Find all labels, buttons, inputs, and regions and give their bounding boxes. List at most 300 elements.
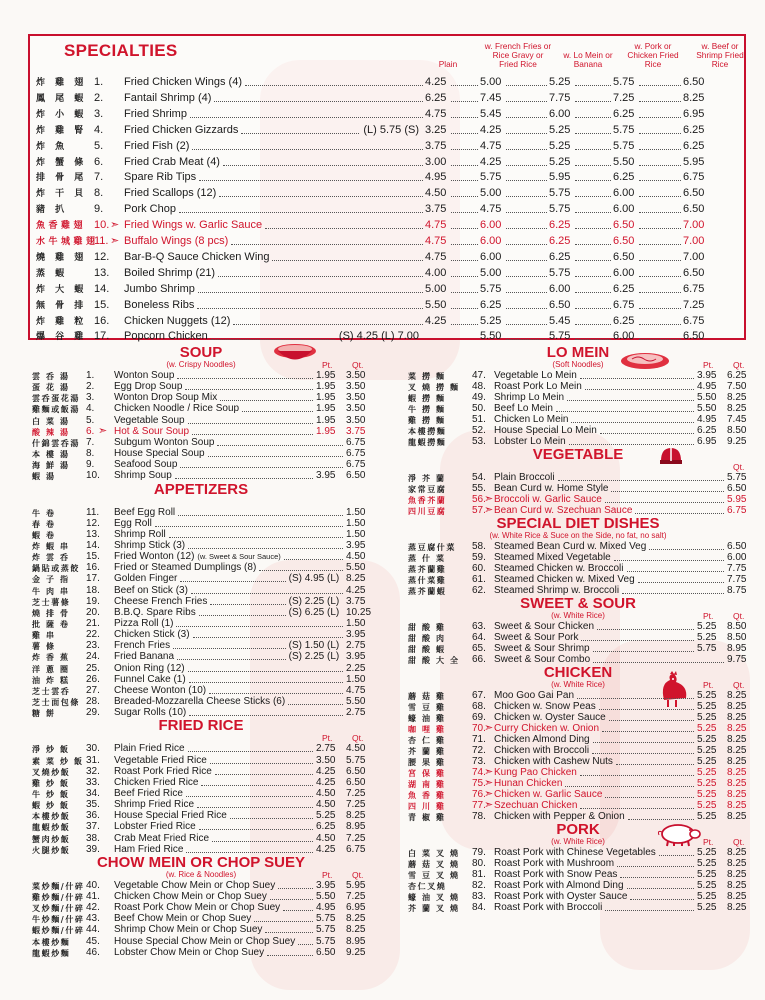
chili-icon: ➣: [484, 799, 494, 811]
item-pint-price: 5.50: [316, 891, 336, 902]
dot-leader: [580, 775, 694, 776]
item-pint-price: 3.95: [316, 879, 336, 891]
item-quart-price: 1.50: [346, 517, 366, 529]
item-price: 5.75: [480, 171, 502, 184]
dot-leader: [599, 709, 694, 710]
item-chinese-name: 蘑 菇 雞: [408, 691, 446, 701]
item-number: 16.: [94, 314, 110, 327]
item-chinese-name: 水牛城雞翅: [36, 237, 99, 247]
menu-item[interactable]: [408, 901, 748, 914]
item-number: 32.: [86, 765, 100, 777]
item-quart-price: 7.75: [727, 563, 747, 574]
section-subtitle: (w. White Rice): [551, 837, 605, 846]
item-name: Chicken Nuggets (12): [124, 314, 231, 327]
item-chinese-name: 白 菜 湯: [32, 415, 70, 426]
dot-leader: [217, 445, 343, 446]
item-number: 11.: [94, 235, 109, 247]
item-quart-price: 8.50: [727, 425, 747, 436]
dot-leader: [506, 101, 547, 102]
item-name: Vegetable Lo Mein: [494, 370, 577, 381]
item-name: Beef Egg Roll: [114, 506, 176, 518]
section-subtitle: (w. White Rice): [551, 680, 605, 689]
item-name: Funnel Cake (1): [114, 673, 186, 685]
item-name: Broccoli w. Garlic Sauce: [494, 494, 602, 505]
dot-leader: [179, 212, 423, 213]
item-name: Chicken with Pepper & Onion: [494, 811, 625, 822]
dot-leader: [639, 165, 681, 166]
dot-leader: [265, 228, 423, 229]
item-chinese-name: 炸 香 蕉: [32, 652, 70, 663]
item-number: 14.: [86, 539, 100, 551]
item-size-prices: (L) 5.75 (S): [363, 123, 419, 136]
item-quart-price: 6.50: [346, 765, 366, 777]
item-chinese-name: 雞 撈 麵: [408, 415, 446, 425]
item-number: 14.: [94, 282, 110, 295]
specialty-item[interactable]: [30, 124, 746, 137]
item-number: 41.: [86, 891, 100, 902]
price-header-pork: w. Pork or Chicken Fried Rice: [627, 41, 679, 69]
item-chinese-name: 淨 炒 飯: [32, 744, 70, 755]
item-chinese-name: 本樓炒飯: [32, 811, 71, 822]
dot-leader: [451, 244, 478, 245]
item-number: 55.: [472, 483, 486, 494]
item-quart-price: 3.95: [346, 651, 366, 663]
item-pint-price: 4.95: [697, 381, 717, 392]
dot-leader: [233, 324, 423, 325]
item-number: 7.: [94, 171, 104, 184]
item-name: Lobster Fried Rice: [114, 821, 196, 833]
item-price: 6.50: [549, 298, 571, 311]
dot-leader: [614, 560, 724, 561]
section-title: SOUP: [179, 344, 223, 361]
item-pint-price: 5.25: [697, 847, 717, 858]
item-chinese-name: 蟹肉炒飯: [32, 833, 71, 844]
item-pint-price: 5.75: [316, 935, 336, 947]
item-name: Shrimp Soup: [114, 470, 172, 482]
item-price: 5.75: [613, 76, 635, 88]
item-price: 4.75: [425, 219, 447, 232]
item-price: 3.00: [425, 155, 447, 168]
item-price: 6.75: [683, 314, 705, 327]
item-name: Chicken w. Garlic Sauce: [494, 789, 603, 800]
item-chinese-name: 炸 雞 翅: [36, 78, 87, 88]
item-price: 6.50: [613, 235, 635, 247]
dot-leader: [638, 582, 724, 583]
item-quart-price: 8.95: [727, 643, 747, 654]
dot-leader: [575, 180, 611, 181]
item-price: 6.00: [613, 266, 635, 279]
item-quart-price: 3.50: [346, 370, 366, 381]
item-name: Hunan Chicken: [494, 778, 563, 789]
item-quart-price: 5.75: [727, 472, 747, 483]
quart-header: Qt.: [352, 360, 364, 370]
item-pint-price: 4.95: [697, 414, 717, 425]
item-pint-price: 5.25: [697, 690, 717, 701]
item-chinese-name: 什錦雲呑湯: [32, 437, 80, 448]
item-pint-price: 2.75: [316, 743, 336, 755]
item-quart-price: 6.00: [727, 552, 747, 563]
menu-item[interactable]: [32, 946, 370, 959]
item-price: 6.00: [613, 187, 635, 200]
item-name: Wonton Soup: [114, 370, 175, 381]
item-pint-price: 3.95: [316, 470, 336, 482]
item-price: 6.75: [683, 171, 705, 184]
specialty-item[interactable]: [30, 108, 746, 121]
item-number: 20.: [86, 606, 100, 618]
specialty-item[interactable]: [30, 171, 746, 184]
chili-icon: ➣: [484, 493, 494, 505]
dot-leader: [580, 808, 694, 809]
item-chinese-name: 龍蝦撈麵: [408, 437, 447, 447]
item-quart-price: 8.25: [727, 403, 747, 414]
item-pint-price: 5.50: [697, 403, 717, 414]
item-quart-price: 6.75: [346, 843, 366, 855]
item-number: 17.: [94, 330, 110, 343]
item-quart-price: 8.50: [727, 621, 747, 632]
item-chinese-name: 春 卷: [32, 518, 56, 529]
item-name: Chicken w. Snow Peas: [494, 701, 596, 712]
dot-leader: [506, 228, 547, 229]
item-pint-price: 5.25: [697, 902, 717, 913]
item-chinese-name: 蘑 菇 叉 燒: [408, 859, 460, 869]
dot-leader: [506, 308, 547, 309]
item-number: 81.: [472, 869, 486, 880]
dot-leader: [451, 324, 478, 325]
item-price: 6.00: [613, 330, 635, 343]
item-name: Shrimp Roll: [114, 528, 166, 540]
item-name: Roast Pork Fried Rice: [114, 765, 212, 777]
item-price: 7.00: [683, 235, 705, 247]
item-number: 22.: [86, 629, 100, 641]
item-chinese-name: 雞 炒 飯: [32, 777, 70, 788]
item-name: Vegetable Soup: [114, 414, 185, 426]
item-quart-price: 6.25: [727, 370, 747, 381]
item-chinese-name: 甜 酸 大 全: [408, 655, 460, 665]
item-price: 6.25: [683, 139, 705, 152]
item-number: 60.: [472, 563, 486, 574]
specialty-item[interactable]: [30, 76, 746, 89]
item-number: 17.: [86, 573, 100, 585]
item-quart-price: 4.25: [346, 584, 366, 596]
item-quart-price: 6.95: [346, 902, 366, 914]
specialty-item[interactable]: [30, 219, 746, 232]
item-name: House Special Chow Mein or Chop Suey: [114, 935, 296, 947]
item-name: Buffalo Wings (8 pcs): [124, 235, 229, 247]
dot-leader: [265, 932, 313, 933]
item-chinese-name: 素 菜 炒 飯: [32, 755, 84, 766]
price-header-fries: w. French Fries or Rice Gravy or Fried Rice: [484, 41, 552, 69]
item-number: 83.: [472, 891, 486, 902]
item-price: 5.75: [549, 266, 571, 279]
item-number: 9.: [86, 459, 95, 471]
dot-leader: [209, 693, 343, 694]
specialty-item[interactable]: [30, 92, 746, 105]
item-chinese-name: 蛋 花 湯: [32, 382, 70, 393]
item-quart-price: 8.25: [727, 858, 747, 869]
item-name: Pork Chop: [124, 203, 176, 216]
dot-leader: [506, 292, 547, 293]
dot-leader: [639, 260, 681, 261]
item-name: Szechuan Chicken: [494, 800, 578, 811]
item-name: Breaded-Mozzarella Cheese Sticks (6): [114, 696, 286, 708]
item-chinese-name: 雪 豆 叉 燒: [408, 870, 460, 880]
item-name: Vegetable Fried Rice: [114, 754, 207, 766]
item-price: 6.25: [549, 250, 571, 263]
item-chinese-name: 牛 炒 飯: [32, 788, 70, 799]
item-chinese-name: 薯 條: [32, 641, 56, 652]
item-pint-price: 6.95: [697, 436, 717, 447]
item-price: 4.75: [425, 250, 447, 263]
item-number: 2.: [94, 91, 104, 104]
item-quart-price: 9.25: [346, 946, 366, 958]
quart-header: Qt.: [733, 611, 745, 621]
item-quart-price: 4.75: [346, 684, 366, 696]
item-size-prices: (S) 4.95 (L): [288, 573, 340, 585]
item-price: 5.25: [549, 76, 571, 88]
item-name: Fried Shrimp: [124, 107, 187, 120]
specialty-item[interactable]: [30, 315, 746, 328]
specialty-item[interactable]: [30, 235, 746, 248]
item-name: Subgum Wonton Soup: [114, 436, 215, 448]
dot-leader: [189, 715, 343, 716]
item-name: Popcorn Chicken: [124, 330, 208, 343]
quart-header: Qt.: [733, 462, 745, 472]
specialty-item[interactable]: [30, 187, 746, 200]
item-quart-price: 5.50: [346, 696, 366, 708]
item-name: Crab Meat Fried Rice: [114, 832, 210, 844]
item-chinese-name: 家常豆腐: [408, 484, 447, 494]
item-number: 6.: [86, 425, 95, 437]
specialty-item[interactable]: [30, 203, 746, 216]
item-chinese-name: 芥 蘭 叉 燒: [408, 903, 460, 913]
dot-leader: [177, 378, 313, 379]
item-number: 21.: [86, 618, 100, 629]
item-pint-price: 5.50: [697, 392, 717, 403]
dot-leader: [581, 640, 694, 641]
item-pint-price: 5.25: [697, 734, 717, 745]
item-price: 7.25: [613, 91, 635, 104]
dot-leader: [199, 829, 313, 830]
item-name: Beef Lo Mein: [494, 403, 553, 414]
section-subtitle: (Soft Noodles): [552, 360, 604, 369]
item-chinese-name: 雞炒麵/什碎: [32, 892, 85, 902]
item-price: 6.50: [683, 76, 705, 88]
specialty-item[interactable]: [30, 251, 746, 264]
item-name: Steamed Chicken w. Mixed Veg: [494, 574, 635, 585]
item-pint-price: 6.50: [316, 946, 336, 958]
item-name: Bean Curd w. Szechuan Sauce: [494, 505, 633, 516]
item-chinese-name: 糖 餅: [32, 708, 56, 719]
item-pint-price: 4.25: [316, 776, 336, 788]
item-number: 44.: [86, 924, 100, 936]
specialty-item[interactable]: [30, 140, 746, 153]
item-price: 4.75: [425, 107, 447, 120]
dot-leader: [267, 955, 313, 956]
item-quart-price: 3.50: [346, 381, 366, 393]
item-number: 50.: [472, 403, 486, 414]
item-name: Wonton Drop Soup Mix: [114, 392, 218, 404]
item-chinese-name: 洋 蔥 圈: [32, 663, 70, 674]
item-name: Sweet & Sour Shrimp: [494, 643, 590, 654]
item-price: 7.25: [683, 298, 705, 311]
item-price: 6.25: [613, 107, 635, 120]
chili-icon: ➣: [484, 777, 494, 789]
dot-leader: [635, 513, 724, 514]
item-number: 67.: [472, 690, 486, 701]
dot-leader: [190, 117, 423, 118]
chili-icon: ➣: [484, 504, 494, 516]
item-number: 3.: [86, 392, 95, 404]
item-number: 51.: [472, 414, 486, 425]
item-pint-price: 4.25: [316, 765, 336, 777]
item-price: 6.25: [549, 235, 571, 247]
dot-leader: [627, 571, 724, 572]
dot-leader: [219, 196, 423, 197]
item-name: Cheese French Fries: [114, 595, 208, 607]
dot-leader: [186, 796, 313, 797]
item-price: 5.95: [683, 155, 705, 168]
item-name: Sweet & Sour Pork: [494, 632, 579, 643]
dot-leader: [186, 852, 313, 853]
item-name: Chicken Stick (3): [114, 629, 190, 641]
specialties-title: SPECIALTIES: [64, 41, 178, 60]
specialty-item[interactable]: [30, 267, 746, 280]
item-price: 5.50: [425, 298, 447, 311]
item-number: 24.: [86, 651, 100, 663]
item-name: Fried or Steamed Dumplings (8): [114, 562, 257, 574]
item-quart-price: 8.75: [727, 585, 747, 596]
dot-leader: [192, 434, 313, 435]
item-pint-price: 5.75: [697, 643, 717, 654]
section-title: CHICKEN: [543, 664, 613, 681]
item-chinese-name: 炸 小 蝦: [36, 109, 87, 120]
item-chinese-name: 炸 干 貝: [36, 189, 87, 200]
item-quart-price: 6.50: [346, 470, 366, 482]
dot-leader: [506, 244, 547, 245]
dot-leader: [451, 212, 478, 213]
item-number: 43.: [86, 913, 100, 925]
dot-leader: [278, 888, 313, 889]
item-number: 30.: [86, 743, 100, 755]
item-name: Beef Chow Mein or Chop Suey: [114, 913, 252, 925]
pint-header: Pt.: [703, 680, 714, 690]
quart-header: Qt.: [352, 733, 364, 744]
chili-icon: ➣: [110, 235, 120, 247]
item-price: 5.25: [549, 123, 571, 136]
item-price: 7.00: [683, 219, 705, 232]
item-pint-price: 5.25: [697, 858, 717, 869]
item-quart-price: 8.25: [727, 723, 747, 734]
item-chinese-name: 杏 仁 雞: [408, 735, 446, 745]
item-chinese-name: 油 炸 糕: [32, 674, 70, 685]
dot-leader: [189, 682, 343, 683]
item-name: Chicken w. Oyster Sauce: [494, 712, 606, 723]
item-name: Jumbo Shrimp: [124, 282, 195, 295]
pint-header: Pt.: [703, 837, 714, 847]
item-number: 82.: [472, 880, 486, 891]
item-number: 34.: [86, 787, 100, 799]
dot-leader: [284, 559, 343, 560]
specialty-item[interactable]: [30, 283, 746, 296]
dot-leader: [185, 389, 313, 390]
item-price: 7.45: [480, 91, 502, 104]
item-pint-price: 1.95: [316, 370, 336, 381]
item-name: Moo Goo Gai Pan: [494, 690, 575, 701]
item-number: 49.: [472, 392, 486, 403]
item-price: 6.50: [613, 219, 635, 232]
item-number: 26.: [86, 673, 100, 685]
item-name: Chicken with Broccoli: [494, 745, 590, 756]
specialty-item[interactable]: [30, 156, 746, 169]
item-chinese-name: 本樓撈麵: [408, 426, 447, 436]
section-subtitle: (w. White Rice & Suce on the Side, no fat, no salt): [489, 531, 667, 540]
item-quart-price: 6.75: [346, 448, 366, 460]
item-chinese-name: 甜 酸 雞: [408, 622, 446, 632]
item-chinese-name: 燒 排 骨: [32, 607, 70, 618]
dot-leader: [639, 212, 681, 213]
item-pint-price: 5.25: [697, 723, 717, 734]
dot-leader: [639, 149, 681, 150]
item-pint-price: 6.25: [697, 425, 717, 436]
dot-leader: [288, 704, 343, 705]
dot-leader: [575, 212, 611, 213]
quart-header: Qt.: [733, 837, 745, 847]
dot-leader: [220, 400, 313, 401]
item-chinese-name: 豬 扒: [36, 205, 68, 216]
item-number: 61.: [472, 574, 486, 585]
dot-leader: [506, 117, 547, 118]
item-number: 25.: [86, 662, 100, 674]
item-chinese-name: 四川豆腐: [408, 506, 447, 516]
dot-leader: [210, 604, 285, 605]
item-number: 8.: [94, 187, 104, 200]
item-name: Bean Curd w. Home Style: [494, 483, 609, 494]
item-price: 3.75: [425, 203, 447, 216]
item-chinese-name: 甜 酸 肉: [408, 633, 446, 643]
dot-leader: [575, 339, 611, 340]
price-header-lo-mein: w. Lo Mein or Banana: [563, 50, 613, 69]
item-quart-price: 2.75: [346, 707, 366, 719]
item-price: 6.50: [683, 330, 705, 343]
chili-icon: ➣: [110, 219, 120, 232]
dot-leader: [605, 502, 724, 503]
item-chinese-name: 魚香雞翅: [36, 221, 87, 232]
item-quart-price: 6.50: [727, 541, 747, 552]
dot-leader: [210, 763, 313, 764]
item-price: 6.00: [549, 107, 571, 120]
item-chinese-name: 叉炒麵/什碎: [32, 903, 85, 914]
dot-leader: [593, 742, 694, 743]
item-quart-price: 8.25: [727, 745, 747, 756]
item-name: Sugar Rolls (10): [114, 707, 187, 719]
specialty-item[interactable]: [30, 299, 746, 312]
item-number: 1.: [94, 76, 104, 88]
dot-leader: [585, 389, 694, 390]
dot-leader: [230, 818, 313, 819]
item-price: 5.00: [425, 282, 447, 295]
item-price: 5.75: [613, 139, 635, 152]
dot-leader: [175, 478, 313, 479]
item-number: 80.: [472, 858, 486, 869]
item-number: 46.: [86, 946, 100, 958]
item-quart-price: 8.25: [727, 767, 747, 778]
dot-leader: [259, 570, 343, 571]
item-number: 12.: [94, 250, 110, 263]
item-chinese-name: 魚香芥蘭: [408, 495, 447, 505]
specialty-item[interactable]: [30, 330, 746, 343]
item-price: 6.50: [683, 187, 705, 200]
item-chinese-name: 芥 蘭 雞: [408, 746, 446, 756]
